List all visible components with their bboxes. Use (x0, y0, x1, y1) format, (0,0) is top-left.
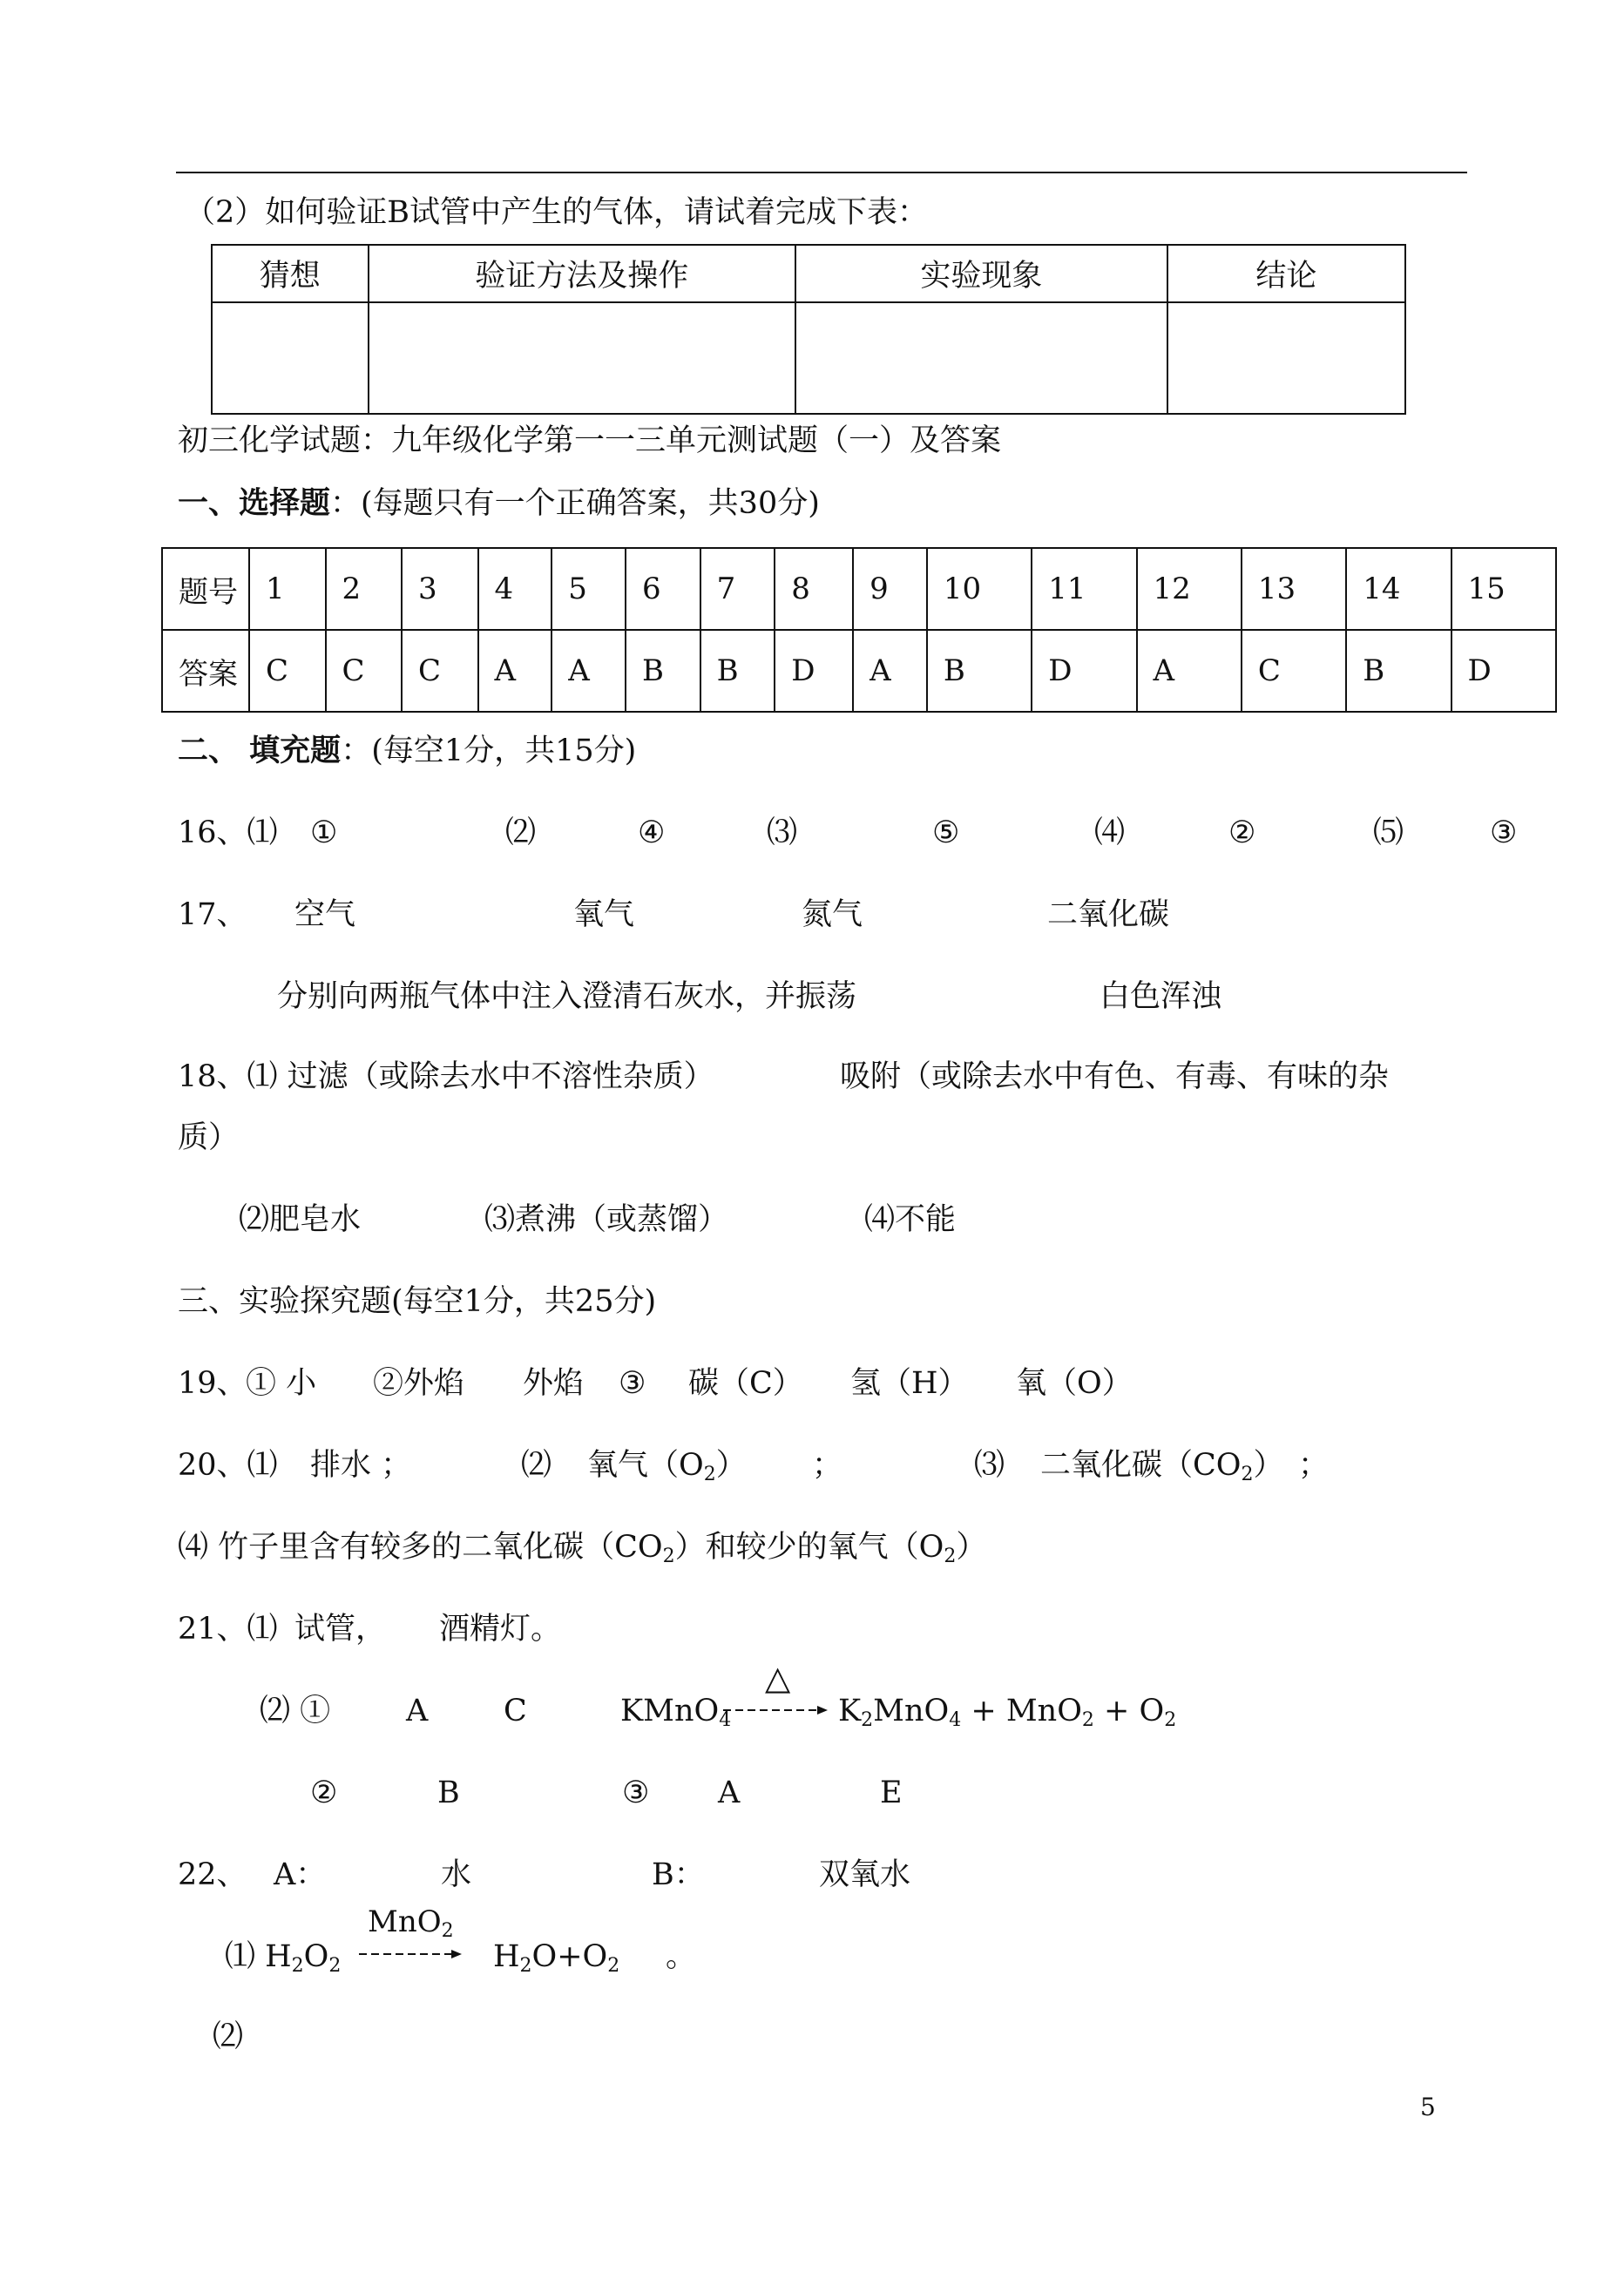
kmno4: KMnO (620, 1694, 720, 1728)
verify-cell-empty (795, 302, 1167, 414)
question-number: 12 (1137, 548, 1242, 630)
q18-answer: ⑵肥皂水 (239, 1202, 362, 1237)
q22-number: 22、 (178, 1857, 247, 1892)
section2-note: ：(每空1分，共15分) (341, 734, 637, 768)
section1-heading-text: 一、选择题 (178, 485, 331, 521)
section2-heading-text: 二、 填充题 (178, 733, 342, 768)
prod-o: O+O (531, 1939, 608, 1974)
q20-p4-c: ） (956, 1530, 987, 1565)
subscript: 2 (291, 1955, 304, 1977)
q22-products (493, 1938, 619, 1976)
subscript: 2 (328, 1955, 342, 1977)
q19-number: 19、 (178, 1366, 247, 1401)
q16-answer: ⑤ (932, 815, 960, 850)
q20-oxygen-close: ） (715, 1448, 747, 1483)
answer-cell: A (551, 630, 626, 712)
answer-cell: C (249, 630, 326, 712)
q20-number: 20、⑴ (178, 1448, 278, 1483)
row-label-number: 题号 (162, 548, 249, 630)
q21-label: ⑵ ① (260, 1694, 331, 1728)
subscript: 4 (949, 1709, 962, 1731)
q16-label: ⑷ (1094, 815, 1126, 850)
subscript: 2 (662, 1546, 675, 1567)
q20-answer (587, 1446, 747, 1485)
verify-cell-empty (369, 302, 796, 414)
reaction-arrow-icon (359, 1948, 464, 1960)
verify-header-conclusion: 结论 (1167, 245, 1405, 302)
q16-answer: ② (1228, 815, 1256, 850)
q20-separator: ； (1298, 1448, 1330, 1483)
q18-answer: ⑷不能 (864, 1202, 957, 1237)
q20-co2-close: ） (1253, 1448, 1284, 1483)
q20-answer (1040, 1446, 1284, 1485)
answer-cell: D (1032, 630, 1136, 712)
q22-reactant (225, 1938, 341, 1976)
q21-answer: 试管， (294, 1612, 387, 1647)
q16-answer: ① (310, 815, 338, 850)
answer-cell: D (775, 630, 853, 712)
q21-answer: A (406, 1694, 429, 1728)
subscript: 2 (703, 1464, 716, 1485)
question-number: 6 (626, 548, 700, 630)
q22-label-a: A： (274, 1857, 327, 1892)
section1-heading (178, 484, 820, 523)
question-number: 3 (402, 548, 478, 630)
q20-answer: 排水 ； (310, 1448, 412, 1483)
q19-answer: ②外焰 (373, 1366, 465, 1401)
q20-p4-a: ⑷ 竹子里含有较多的二氧化碳（CO (178, 1530, 663, 1565)
question-number: 14 (1346, 548, 1451, 630)
q16-answer: ③ (1490, 815, 1518, 850)
question-number: 10 (927, 548, 1032, 630)
q16-answer: ④ (638, 815, 666, 850)
section3-heading: 三、实验探究题(每空1分，共25分) (178, 1284, 657, 1319)
verify-table (211, 244, 1406, 415)
heat-symbol: △ (765, 1659, 791, 1697)
subscript: 2 (519, 1955, 532, 1977)
q16-label: ⑵ (505, 815, 537, 850)
q19-answer: 氢（H） (850, 1366, 969, 1401)
q21-answer: E (880, 1776, 903, 1810)
intro-text: （2）如何验证B试管中产生的气体，请试着完成下表： (185, 195, 928, 230)
subscript: 2 (1241, 1464, 1254, 1485)
q17-answer: 氧气 (573, 897, 635, 932)
answer-cell: A (478, 630, 552, 712)
question-number: 5 (551, 548, 626, 630)
verify-header-phenomenon: 实验现象 (795, 245, 1167, 302)
q22-answer: 水 (441, 1857, 472, 1892)
verify-header-guess: 猜想 (212, 245, 369, 302)
subscript: 2 (1081, 1709, 1094, 1731)
q20-label: ⑶ (974, 1448, 1005, 1483)
question-number: 1 (249, 548, 326, 630)
q20-part4 (178, 1528, 986, 1566)
q17-number: 17、 (178, 897, 247, 932)
q16-label: ⑶ (767, 815, 798, 850)
question-number: 11 (1032, 548, 1136, 630)
answer-cell: B (626, 630, 700, 712)
q18-answer: ⑶煮沸（或蒸馏） (484, 1202, 729, 1237)
section1-note: ：(每题只有一个正确答案，共30分) (330, 486, 820, 521)
catalyst-mno: MnO (368, 1904, 442, 1939)
q22-part2-label: ⑵ (213, 2019, 244, 2054)
answer-cell: C (326, 630, 403, 712)
q20-co2: 二氧化碳（CO (1040, 1448, 1242, 1483)
q18-line1-b: 吸附（或除去水中有色、有毒、有味的杂 (840, 1059, 1390, 1094)
answer-cell: B (1346, 630, 1451, 712)
answer-cell: C (1242, 630, 1346, 712)
q17-answer: 空气 (294, 897, 356, 932)
answer-cell: A (853, 630, 927, 712)
page-number: 5 (1420, 2093, 1436, 2121)
header-rule (176, 172, 1467, 173)
q22-label-b: B： (652, 1857, 705, 1892)
section2-heading (178, 732, 636, 770)
q21-label: ③ (622, 1776, 650, 1810)
q18-line1-c: 质） (178, 1120, 240, 1155)
answer-cell: B (927, 630, 1032, 712)
verify-cell-empty (1167, 302, 1405, 414)
subscript: 4 (719, 1709, 732, 1731)
q22-answer: 双氧水 (819, 1857, 911, 1892)
question-number: 13 (1242, 548, 1346, 630)
subscript: 2 (441, 1920, 454, 1942)
question-number: 4 (478, 548, 552, 630)
q21-number: 21、⑴ (178, 1612, 278, 1647)
prod-h: H (493, 1939, 520, 1974)
product-k: K (838, 1694, 862, 1728)
q19-answer: 氧（O） (1016, 1366, 1133, 1401)
q19-answer: 外焰 (523, 1366, 585, 1401)
q16-label: ⑸ (1373, 815, 1404, 850)
answer-cell: D (1451, 630, 1556, 712)
q18-line1: 18、⑴ 过滤（或除去水中不溶性杂质） (178, 1059, 714, 1094)
document-title: 初三化学试题：九年级化学第一一三单元测试题（一）及答案 (178, 423, 1002, 458)
product-o2: + O (1104, 1694, 1165, 1728)
reaction-arrow-icon (723, 1704, 829, 1716)
q20-label: ⑵ (521, 1448, 552, 1483)
question-number: 15 (1451, 548, 1556, 630)
verify-header-method: 验证方法及操作 (369, 245, 796, 302)
q17-answer: 氮气 (802, 897, 863, 932)
answer-cell: C (402, 630, 478, 712)
equation-reactant (620, 1692, 731, 1730)
equation-products (838, 1692, 1176, 1730)
q19-answer: ① 小 (246, 1366, 317, 1401)
q17-method: 分别向两瓶气体中注入澄清石灰水，并振荡 (277, 979, 857, 1014)
q21-answer: 酒精灯。 (439, 1612, 562, 1647)
product-mno2: + MnO (971, 1694, 1082, 1728)
h2o2-h: ⑴ H (225, 1939, 292, 1974)
subscript: 2 (607, 1955, 620, 1977)
q17-phenomenon: 白色浑浊 (1100, 979, 1222, 1014)
answer-table (161, 547, 1557, 713)
question-number: 2 (326, 548, 403, 630)
product-mno4: MnO (873, 1694, 950, 1728)
q19-label: ③ (619, 1366, 646, 1401)
q20-separator: ； (812, 1448, 843, 1483)
q20-p4-b: ）和较少的氧气（O (674, 1530, 944, 1565)
verify-cell-empty (212, 302, 369, 414)
question-number: 9 (853, 548, 927, 630)
q21-answer: C (504, 1694, 527, 1728)
h2o2-o: O (303, 1939, 329, 1974)
row-label-answer: 答案 (162, 630, 249, 712)
q17-answer: 二氧化碳 (1047, 897, 1170, 932)
q21-answer: A (718, 1776, 741, 1810)
subscript: 2 (944, 1546, 957, 1567)
answer-cell: A (1137, 630, 1242, 712)
q21-label: ② (310, 1776, 338, 1810)
q19-answer: 碳（C） (688, 1366, 803, 1401)
catalyst-label (368, 1904, 454, 1942)
question-number: 7 (700, 548, 775, 630)
q22-period: 。 (666, 1939, 697, 1974)
question-number: 8 (775, 548, 853, 630)
q20-oxygen: 氧气（O (587, 1448, 704, 1483)
q21-answer: B (437, 1776, 460, 1810)
answer-cell: B (700, 630, 775, 712)
subscript: 2 (861, 1709, 874, 1731)
q16-number: 16、⑴ (178, 815, 278, 850)
subscript: 2 (1164, 1709, 1177, 1731)
